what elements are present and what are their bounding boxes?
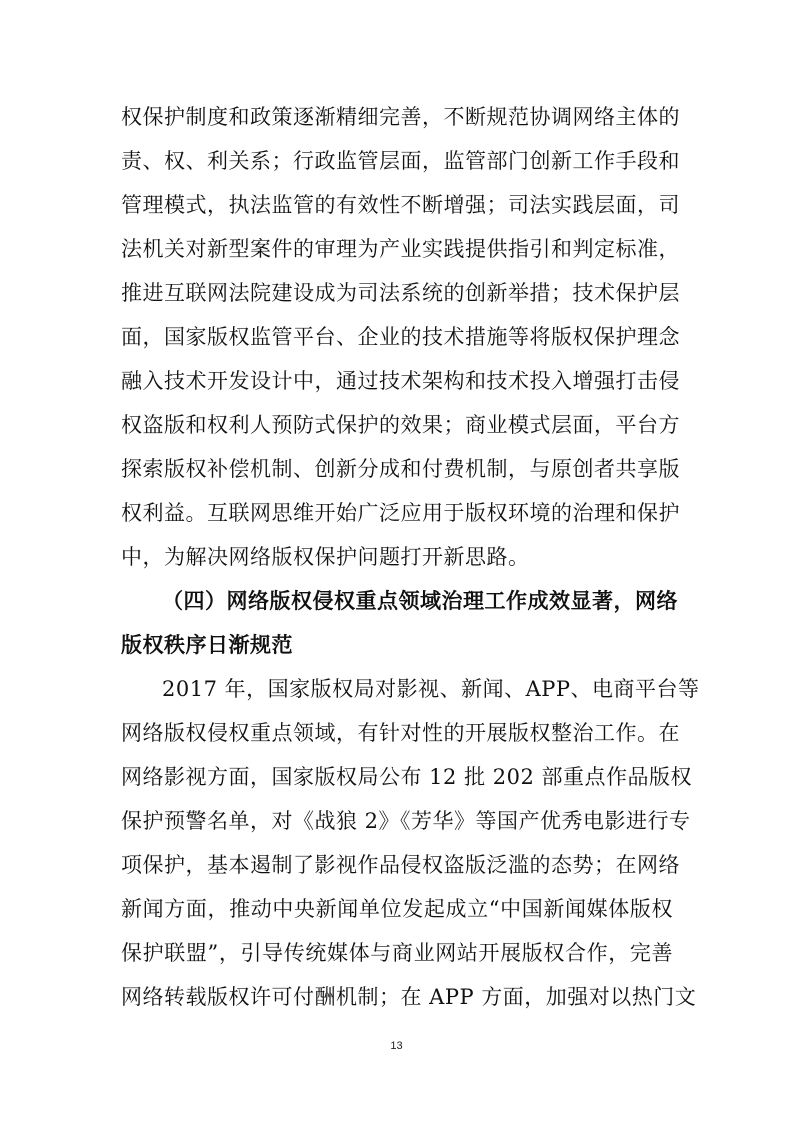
paragraph-line: 权盗版和权利人预防式保护的效果；商业模式层面，平台方 [121, 413, 680, 437]
paragraph-line: 项保护，基本遏制了影视作品侵权盗版泛滥的态势；在网络 [121, 853, 680, 877]
paragraph-line: 中，为解决网络版权保护问题打开新思路。 [121, 545, 530, 569]
paragraph-line: 推进互联网法院建设成为司法系统的创新举措；技术保护层 [121, 281, 680, 305]
paragraph-line: 权利益。互联网思维开始广泛应用于版权环境的治理和保护 [121, 501, 680, 525]
section-heading: （四）网络版权侵权重点领域治理工作成效显著，网络 [162, 589, 678, 613]
paragraph-line: 融入技术开发设计中，通过技术架构和技术投入增强打击侵 [121, 369, 680, 393]
paragraph-line: 责、权、利关系；行政监管层面，监管部门创新工作手段和 [121, 149, 680, 173]
page-number: 13 [390, 1040, 403, 1052]
paragraph-line: 2017 年，国家版权局对影视、新闻、APP、电商平台等 [162, 677, 700, 701]
paragraph-line: 保护预警名单，对《战狼 2》《芳华》等国产优秀电影进行专 [121, 809, 691, 833]
paragraph-line: 管理模式，执法监管的有效性不断增强；司法实践层面，司 [121, 193, 680, 217]
paragraph-line: 网络影视方面，国家版权局公布 12 批 202 部重点作品版权 [121, 765, 693, 789]
section-heading: 版权秩序日渐规范 [121, 633, 293, 657]
paragraph-line: 权保护制度和政策逐渐精细完善，不断规范协调网络主体的 [121, 105, 680, 129]
paragraph-line: 面，国家版权监管平台、企业的技术措施等将版权保护理念 [121, 325, 680, 349]
paragraph-line: 网络版权侵权重点领域，有针对性的开展版权整治工作。在 [121, 721, 680, 745]
paragraph-line: 新闻方面，推动中央新闻单位发起成立“中国新闻媒体版权 [121, 897, 673, 921]
paragraph-line: 保护联盟”，引导传统媒体与商业网站开展版权合作，完善 [121, 941, 673, 965]
paragraph-line: 网络转载版权许可付酬机制；在 APP 方面，加强对以热门文 [121, 985, 697, 1009]
paragraph-line: 法机关对新型案件的审理为产业实践提供指引和判定标准， [121, 237, 680, 261]
paragraph-line: 探索版权补偿机制、创新分成和付费机制，与原创者共享版 [121, 457, 680, 481]
